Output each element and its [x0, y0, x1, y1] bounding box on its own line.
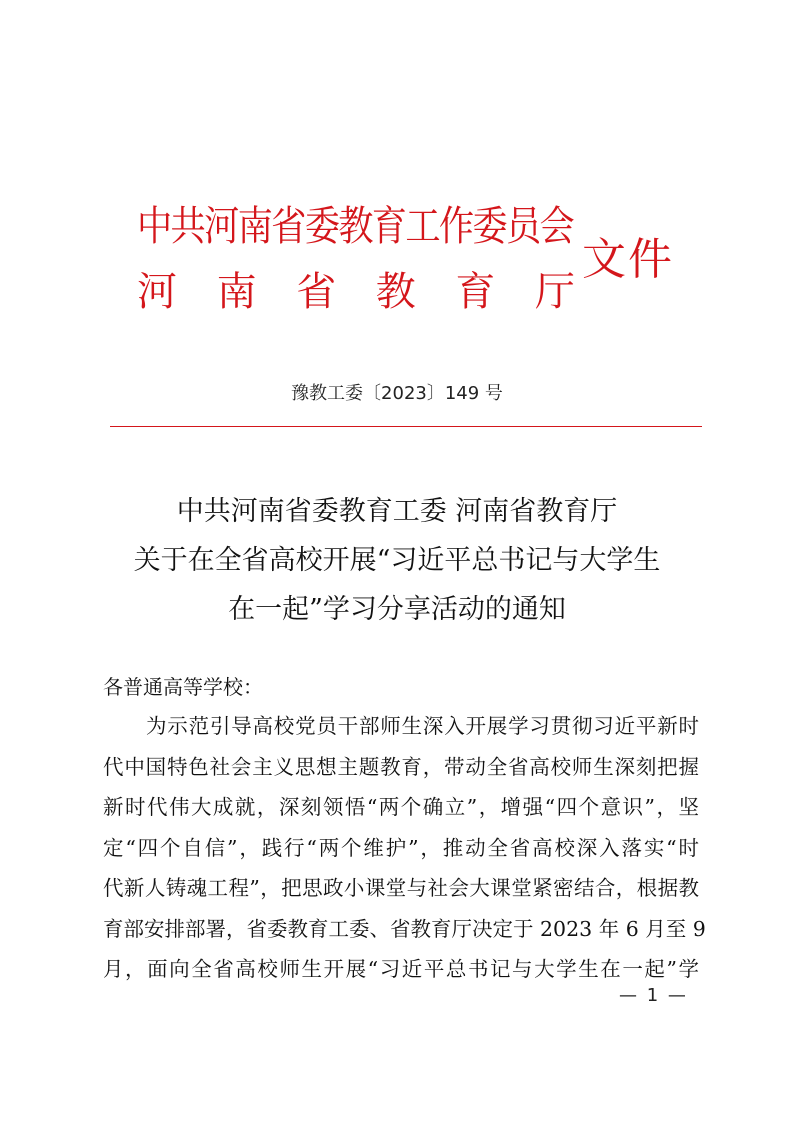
body-line: 代新人铸魂工程”，把思政小课堂与社会大课堂紧密结合，根据教 — [103, 876, 699, 900]
body-line: 为示范引导高校党员干部师生深入开展学习贯彻习近平新时 — [146, 714, 699, 738]
issuer-char: 育 — [455, 269, 496, 315]
red-divider-line — [110, 426, 702, 427]
issuer-char: 省 — [296, 269, 337, 315]
salutation: 各普通高等学校： — [103, 675, 263, 699]
issuer-line-1: 中共河南省委教育工作委员会 — [137, 202, 574, 250]
title-line: 在一起”学习分享活动的通知 — [228, 594, 566, 625]
title-line: 中共河南省委教育工委 河南省教育厅 — [176, 496, 618, 527]
body-line: 代中国特色社会主义思想主题教育，带动全省高校师生深刻把握 — [103, 754, 699, 779]
red-letterhead — [137, 196, 677, 326]
issuer-char: 南 — [216, 269, 257, 315]
issuer-char: 河 — [137, 269, 177, 315]
body-line: 育部安排部署，省委教育工委、省教育厅决定于 2023 年 6 月至 9 — [103, 916, 706, 941]
document-number: 豫教工委〔2023〕149 号 — [291, 383, 503, 404]
issuer-char: 厅 — [534, 269, 575, 315]
body-line: 新时代伟大成就，深刻领悟“两个确立”，增强“四个意识”，坚 — [103, 795, 699, 819]
title-line: 关于在全省高校开展“习近平总书记与大学生 — [133, 545, 661, 576]
issuer-line-2 — [137, 264, 575, 320]
document-suffix: 文件 — [582, 234, 674, 285]
page-number: — 1 — — [619, 985, 688, 1006]
document-title — [0, 487, 794, 634]
body-line: 月，面向全省高校师生开展“习近平总书记与大学生在一起”学 — [103, 957, 699, 981]
issuer-char: 教 — [375, 269, 416, 315]
body-line: 定“四个自信”，践行“两个维护”，推动全省高校深入落实“时 — [103, 835, 699, 860]
body-paragraph — [103, 706, 706, 990]
